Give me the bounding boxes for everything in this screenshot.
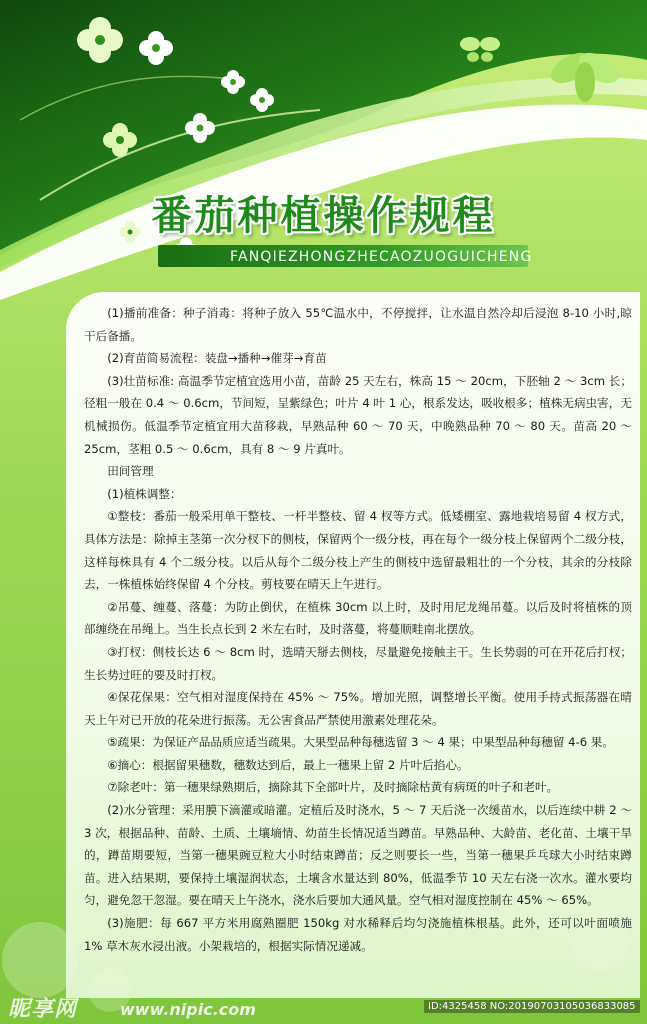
paragraph: (1)播前准备：种子消毒：将种子放入 55℃温水中，不停搅拌，让水温自然冷却后浸泡 8-10 小时,晾干后备播。 xyxy=(84,306,632,343)
paragraph: ⑥摘心：根据留果穗数，穗数达到后，最上一穗果上留 2 片叶后掐心。 xyxy=(107,757,469,772)
page-subtitle: FANQIEZHONGZHECAOZUOGUICHENG xyxy=(230,249,533,265)
paragraph: (1)植株调整： xyxy=(107,486,182,501)
paragraph: ⑤疏果：为保证产品品质应适当疏果。大果型品种每穗选留 3 ～ 4 果；中果型品种每穗留 4-6 果。 xyxy=(107,735,614,750)
watermark-url: www.nipic.com xyxy=(120,1000,256,1019)
paragraph: ①整枝：番茄一般采用单干整枝、一杆半整枝、留 4 杈等方式。低矮棚室、露地栽培易留 4 杈方式，具体方法是：除掉主茎第一次分杈下的侧枝，保留两个一级分枝，再在每个一级分枝上保留两个二级分枝，这样每株具有 4 个二级分枝。以后从每个二级分枝上产生的侧枝中选留最粗壮的一个分枝，其余的分枝除去，一株植株始终保留 4 个分枝。剪枝要在晴天上午进行。 xyxy=(84,509,632,592)
procedure-text xyxy=(84,302,632,957)
paragraph: (2)水分管理：采用膜下滴灌或暗灌。定植后及时浇水，5 ～ 7 天后浇一次缓苗水，以后连续中耕 2 ～ 3 次，根据品种、苗龄、土质、土壤墒情、幼苗生长情况适当蹲苗。早熟品种、大龄苗、老化苗、土壤干旱的，蹲苗期要短，当第一穗果豌豆粒大小时结束蹲苗；反之则要长一些，当第一穗果乒乓球大小时结束蹲苗。进入结果期，要保持土壤湿润状态，土壤含水量达到 80%，低温季节 10 天左右浇一次水。灌水要均匀，避免忽干忽湿。要在晴天上午浇水，浇水后要加大通风量。空气相对湿度控制在 45% ～ 65%。 xyxy=(84,803,632,908)
section-heading: 田间管理 xyxy=(107,464,154,479)
paragraph: ⑦除老叶：第一穗果绿熟期后，摘除其下全部叶片，及时摘除枯黄有病斑的叶子和老叶。 xyxy=(107,780,559,795)
paragraph: ②吊蔓、缠蔓、落蔓：为防止倒伏，在植株 30cm 以上时，及时用尼龙绳吊蔓。以后及时将植株的顶部缠绕在吊绳上。当生长点长到 2 米左右时，及时落蔓，将蔓顺畦南北摆放。 xyxy=(84,599,632,637)
paragraph: ③打杈：侧枝长达 6 ～ 8cm 时，选晴天掰去侧枝，尽量避免接触主干。生长势弱的可在开花后打杈；生长势过旺的要及时打杈。 xyxy=(84,644,632,682)
page-title: 番茄种植操作规程 xyxy=(151,193,496,239)
watermark-logo: 昵享网 xyxy=(8,997,78,1022)
paragraph: ④保花保果：空气相对湿度保持在 45% ～ 75%。增加光照，调整增长平衡。使用手持式振荡器在晴天上午对已开放的花朵进行振荡。无公害食品严禁使用激素处理花朵。 xyxy=(84,690,632,727)
watermark-id: ID:4325458 NO:20190703105036833085 xyxy=(424,1000,640,1013)
paragraph: (3)壮苗标准: 高温季节定植宜选用小苗，苗龄 25 天左右，株高 15 ～ 20cm，下胚轴 2 ～ 3cm 长；径粗一般在 0.4 ～ 0.6cm，节间短，呈紫绿色；叶片 4 叶 1 心，根系发达，吸收根多；植株无病虫害，无机械损伤。低温季节定植宜用大苗移栽，早熟品种 60 ～ 70 天，中晚熟品种 70 ～ 80 天。苗高 20 ～ 25cm，茎粗 0.5 ～ 0.6cm，具有 8 ～ 9 片真叶。 xyxy=(84,373,632,456)
paragraph: (3)施肥：每 667 平方米用腐熟圈肥 150kg 对水稀释后均匀浇施植株根基。此外，还可以叶面喷施 1% 草木灰水浸出液。小架栽培的，根据实际情况递减。 xyxy=(84,916,632,953)
paragraph: (2)育苗简易流程：装盘→播种→催芽→育苗 xyxy=(107,351,327,366)
